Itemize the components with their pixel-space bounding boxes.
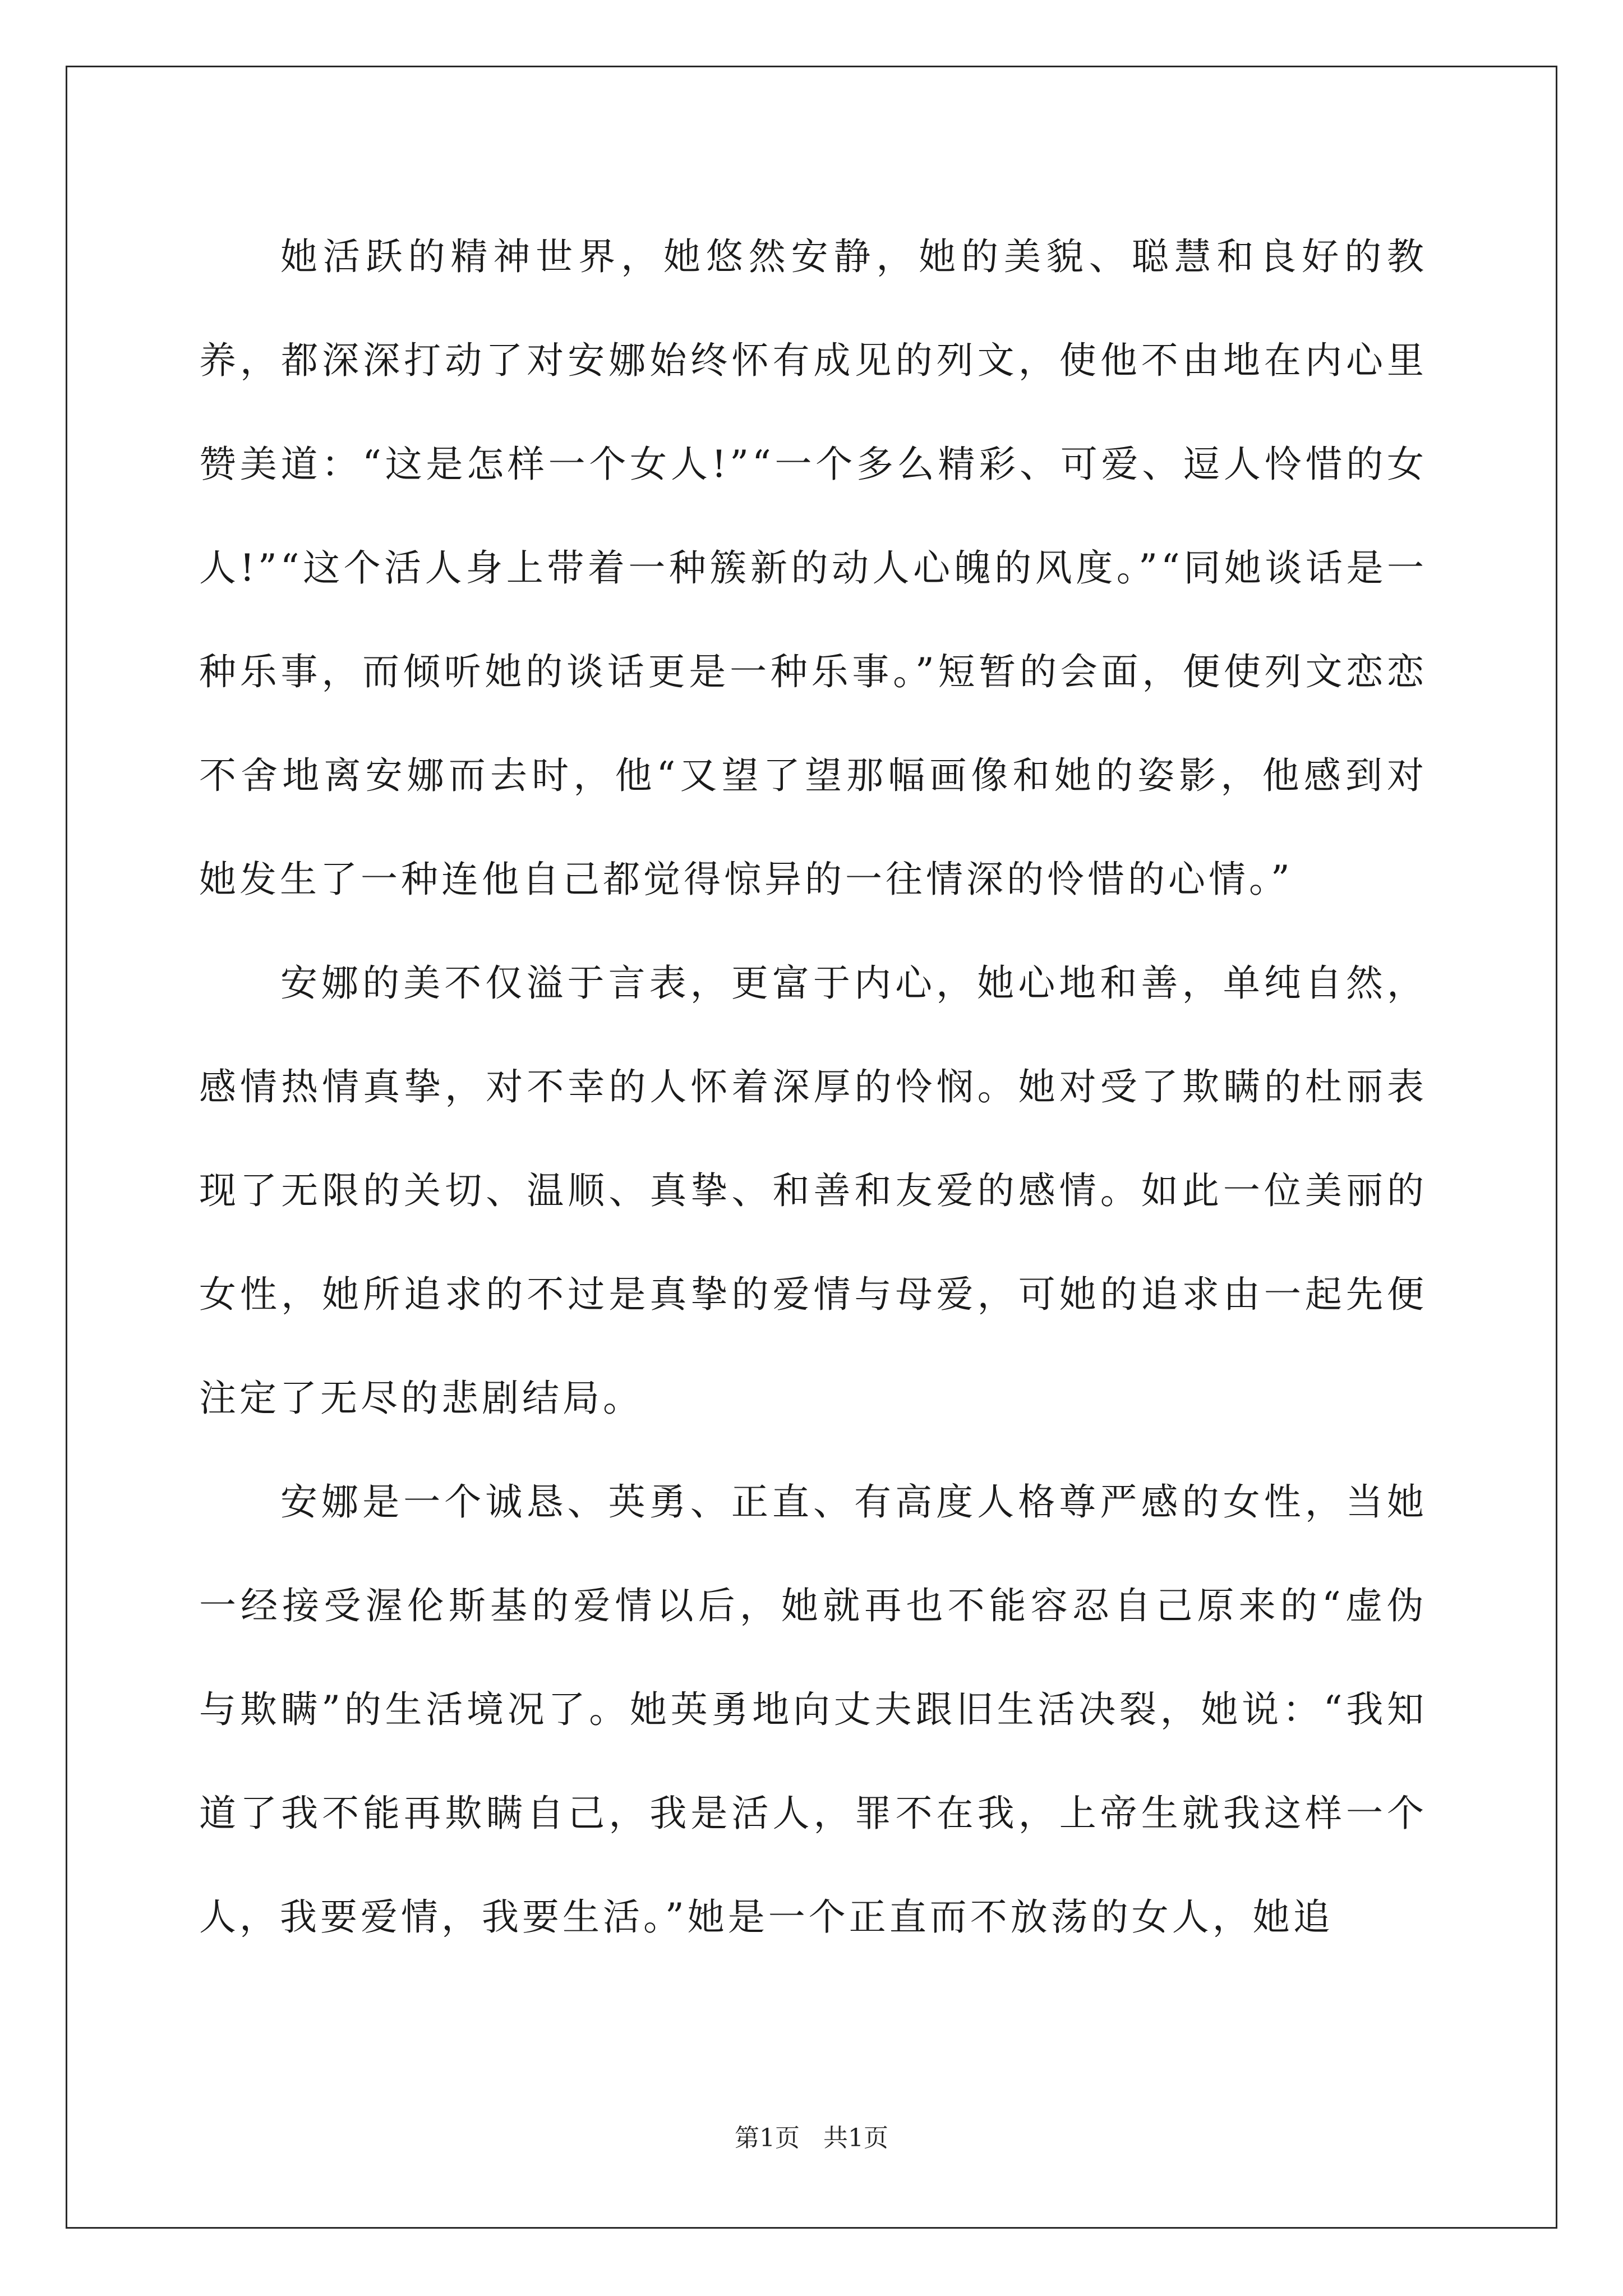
paragraph-1: 她活跃的精神世界，她悠然安静，她的美貌、聪慧和良好的教养，都深深打动了对安娜始终怀有成见的列文，使他不由地在内心里赞美道：“这是怎样一个女人!”“一个多么精彩、可爱、逗人怜惜的女人!”“这个活人身上带着一种簇新的动人心魄的风度。”“同她谈话是一种乐事，而倾听她的谈话更是一种乐事。”短暂的会面，便使列文恋恋不舍地离安娜而去时，他“又望了望那幅画像和她的姿影，他感到对她发生了一种连他自己都觉得惊异的一往情深的怜惜的心情。”	[199, 235, 1427, 901]
document-body	[199, 205, 1427, 1969]
page-total: 共1页	[823, 2124, 888, 2152]
paragraph-2: 安娜的美不仅溢于言表，更富于内心，她心地和善，单纯自然，感情热情真挚，对不幸的人怀着深厚的怜悯。她对受了欺瞒的杜丽表现了无限的关切、温顺、真挚、和善和友爱的感情。如此一位美丽的女性，她所追求的不过是真挚的爱情与母爱，可她的追求由一起先便注定了无尽的悲剧结局。	[199, 961, 1427, 1420]
page-footer	[0, 2118, 1623, 2154]
page-number: 第1页	[735, 2124, 800, 2152]
paragraph-3: 安娜是一个诚恳、英勇、正直、有高度人格尊严感的女性，当她一经接受渥伦斯基的爱情以后，她就再也不能容忍自己原来的“虚伪与欺瞒”的生活境况了。她英勇地向丈夫跟旧生活决裂，她说：“我知道了我不能再欺瞒自己，我是活人，罪不在我，上帝生就我这样一个人，我要爱情，我要生活。”她是一个正直而不放荡的女人，她追	[199, 1480, 1427, 1939]
